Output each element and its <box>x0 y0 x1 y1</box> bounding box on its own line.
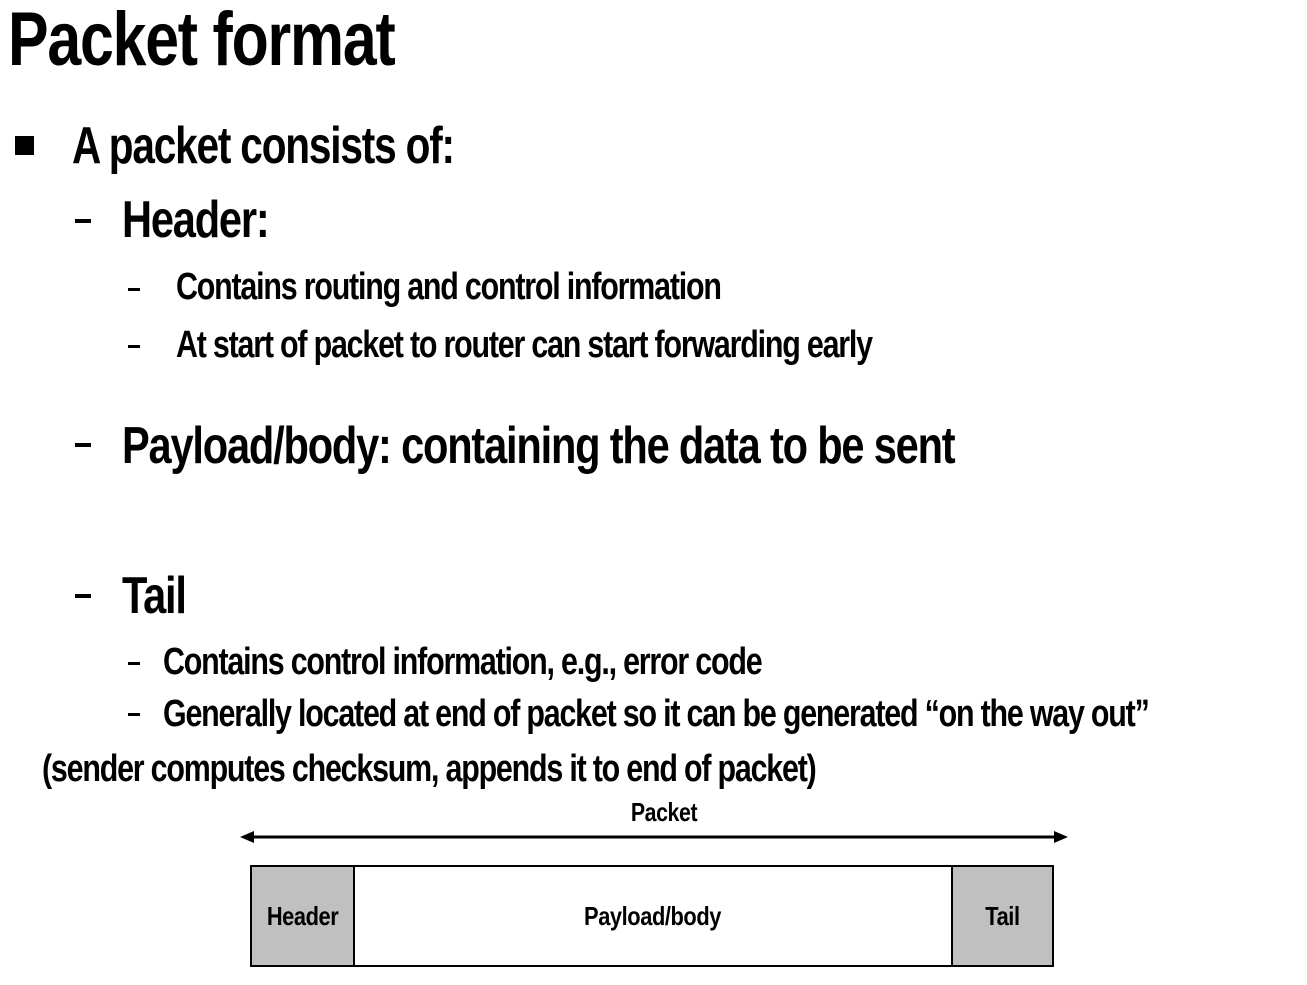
header-segment <box>252 867 355 965</box>
dash-icon <box>128 662 140 665</box>
packet-diagram <box>250 865 1054 967</box>
item-payload-label: Payload/body: containing the data to be sent <box>122 417 955 475</box>
payload-segment <box>355 867 951 965</box>
tail-subitem: Generally located at end of packet so it can be generated “on the way out” <box>163 693 1149 735</box>
item-header-label: Header: <box>122 191 269 249</box>
tail-subitem: Contains control information, e.g., error code <box>163 641 762 683</box>
main-bullet-text: A packet consists of: <box>72 117 454 175</box>
dash-icon <box>128 288 140 291</box>
packet-caption: Packet <box>630 797 698 827</box>
dash-icon <box>75 594 91 598</box>
slide-title: Packet format <box>8 0 395 82</box>
header-subitem: At start of packet to router can start forwarding early <box>176 324 872 366</box>
payload-segment-label: Payload/body <box>584 900 722 931</box>
header-subitem: Contains routing and control information <box>176 266 721 308</box>
tail-segment-label: Tail <box>985 900 1020 931</box>
checksum-note: (sender computes checksum, appends it to end of packet) <box>42 748 816 790</box>
dash-icon <box>75 219 91 223</box>
dash-icon <box>75 443 91 447</box>
square-bullet-icon <box>15 136 34 155</box>
dash-icon <box>128 713 140 716</box>
tail-segment <box>951 867 1052 965</box>
double-arrow-icon <box>240 826 1068 848</box>
item-tail-label: Tail <box>122 567 186 625</box>
dash-icon <box>128 345 140 348</box>
header-segment-label: Header <box>266 900 339 931</box>
